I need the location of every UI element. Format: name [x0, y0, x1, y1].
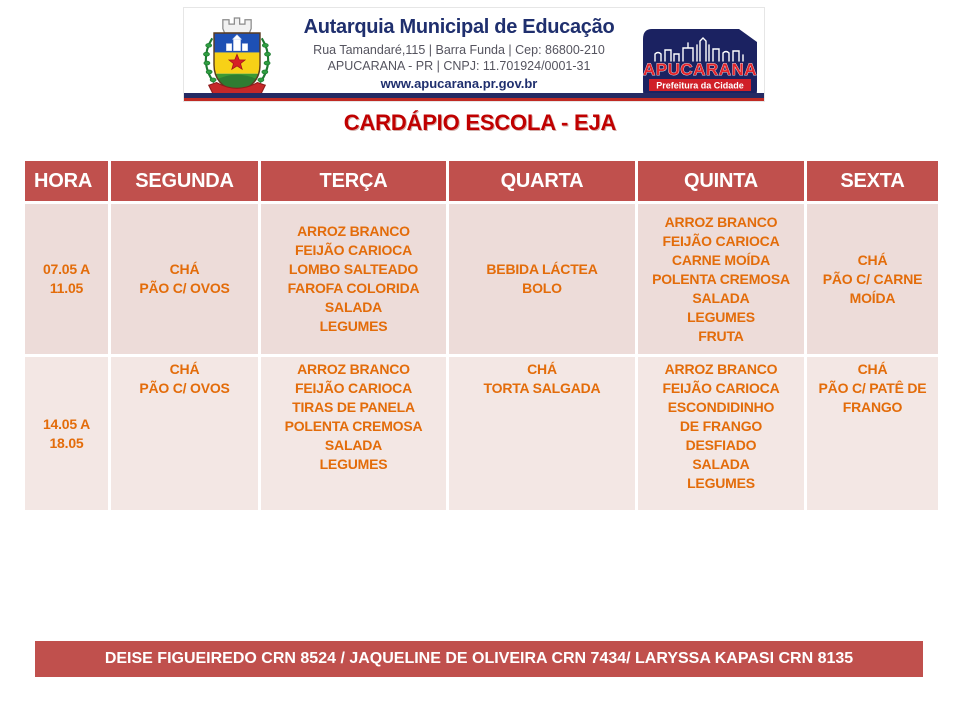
org-address-line1: Rua Tamandaré,115 | Barra Funda | Cep: 86800-210: [313, 43, 605, 57]
menu-cell: ARROZ BRANCO FEIJÃO CARIOCA ESCONDIDINHO DE FRANGO DESFIADO SALADA LEGUMES: [637, 356, 806, 512]
org-text-block: [280, 16, 638, 91]
menu-table-body: [24, 203, 940, 512]
menu-cell: ARROZ BRANCO FEIJÃO CARIOCA TIRAS DE PANELA POLENTA CREMOSA SALADA LEGUMES: [260, 356, 448, 512]
column-header-hora: HORA: [24, 160, 110, 203]
org-website: www.apucarana.pr.gov.br: [380, 76, 538, 91]
menu-cell: CHÁ TORTA SALGADA: [448, 356, 637, 512]
column-header-quarta: QUARTA: [448, 160, 637, 203]
time-slot-cell: 14.05 A 18.05: [24, 356, 110, 512]
menu-cell: CHÁ PÃO C/ CARNE MOÍDA: [806, 203, 940, 356]
menu-table: [22, 158, 941, 513]
prefeitura-logo: [643, 29, 757, 100]
menu-row: [24, 356, 940, 512]
header-rule-red: [184, 98, 764, 101]
nutritionists-bar: [35, 641, 923, 677]
city-coat-of-arms-icon: [196, 10, 278, 102]
org-name: Autarquia Municipal de Educação: [303, 16, 615, 38]
column-header-segunda: SEGUNDA: [110, 160, 260, 203]
menu-row: [24, 203, 940, 356]
nutritionists-text: DEISE FIGUEIREDO CRN 8524 / JAQUELINE DE OLIVEIRA CRN 7434/ LARYSSA KAPASI CRN 8135: [104, 650, 854, 667]
menu-cell: BEBIDA LÁCTEA BOLO: [448, 203, 637, 356]
city-logo-name: APUCARANA: [643, 60, 757, 79]
menu-header-row: [24, 160, 940, 203]
page-title: CARDÁPIO ESCOLA - EJA: [343, 110, 617, 135]
city-logo-tagline: Prefeitura da Cidade: [656, 80, 744, 91]
column-header-terca: TERÇA: [260, 160, 448, 203]
menu-cell: ARROZ BRANCO FEIJÃO CARIOCA CARNE MOÍDA POLENTA CREMOSA SALADA LEGUMES FRUTA: [637, 203, 806, 356]
time-slot-cell: 07.05 A 11.05: [24, 203, 110, 356]
menu-cell: ARROZ BRANCO FEIJÃO CARIOCA LOMBO SALTEADO FAROFA COLORIDA SALADA LEGUMES: [260, 203, 448, 356]
column-header-sexta: SEXTA: [806, 160, 940, 203]
letterhead: [183, 7, 765, 102]
column-header-quinta: QUINTA: [637, 160, 806, 203]
menu-cell: CHÁ PÃO C/ PATÊ DE FRANGO: [806, 356, 940, 512]
menu-cell: CHÁ PÃO C/ OVOS: [110, 203, 260, 356]
menu-cell: CHÁ PÃO C/ OVOS: [110, 356, 260, 512]
org-address-line2: APUCARANA - PR | CNPJ: 11.701924/0001-31: [327, 59, 591, 73]
